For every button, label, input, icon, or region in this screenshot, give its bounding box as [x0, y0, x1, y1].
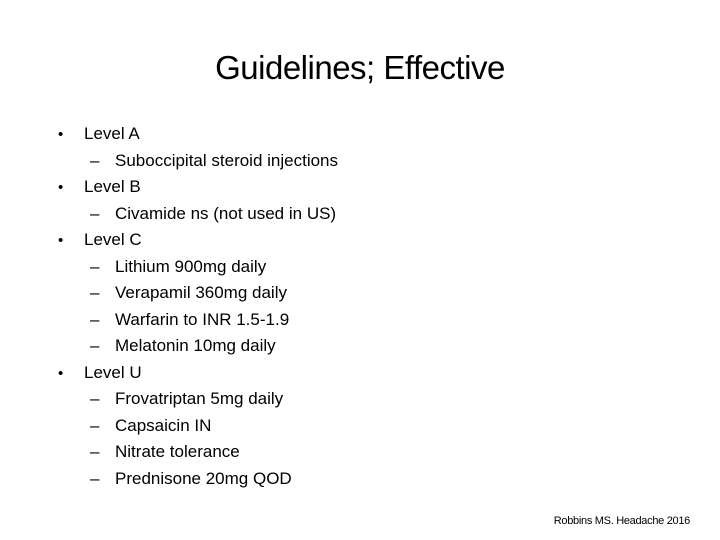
level-row	[58, 360, 338, 387]
slide-title: Guidelines; Effective	[215, 49, 505, 86]
level-label: Level A	[84, 124, 140, 143]
treatment-item	[90, 280, 338, 307]
level-item	[58, 360, 338, 493]
treatment-text: Nitrate tolerance	[115, 442, 240, 461]
treatment-text: Civamide ns (not used in US)	[115, 203, 337, 223]
treatment-text: Frovatriptan 5mg daily	[115, 389, 284, 408]
bullet-icon: •	[58, 126, 64, 143]
treatment-list	[58, 201, 338, 228]
treatment-text: Verapamil 360mg daily	[115, 283, 287, 302]
treatment-text: Lithium 900mg daily	[115, 256, 267, 276]
level-item	[58, 121, 338, 174]
dash-icon: –	[90, 468, 100, 488]
level-label: Level C	[84, 230, 142, 249]
level-label: Level B	[84, 177, 141, 196]
treatment-list	[58, 386, 338, 492]
dash-icon: –	[90, 389, 100, 408]
dash-icon: –	[90, 336, 100, 355]
treatment-text: Melatonin 10mg daily	[115, 336, 276, 355]
dash-icon: –	[90, 150, 100, 170]
level-label: Level U	[84, 362, 142, 382]
level-item	[58, 174, 338, 227]
levels-list	[58, 121, 338, 492]
treatment-item	[90, 201, 338, 228]
level-row	[58, 227, 338, 254]
treatment-item	[90, 254, 338, 281]
treatment-text: Prednisone 20mg QOD	[115, 468, 292, 488]
dash-icon: –	[90, 309, 100, 329]
level-item	[58, 227, 338, 360]
level-row	[58, 174, 338, 201]
dash-icon: –	[90, 283, 100, 302]
bullet-icon: •	[58, 364, 64, 382]
treatment-item	[90, 148, 338, 175]
treatment-text: Warfarin to INR 1.5-1.9	[115, 309, 290, 329]
dash-icon: –	[90, 256, 100, 276]
treatment-item	[90, 413, 338, 440]
treatment-text: Suboccipital steroid injections	[115, 150, 339, 170]
level-row	[58, 121, 338, 148]
treatment-item	[90, 386, 338, 413]
treatment-item	[90, 333, 338, 360]
citation: Robbins MS. Headache 2016	[553, 515, 690, 527]
treatment-item	[90, 439, 338, 466]
dash-icon: –	[90, 203, 100, 223]
bullet-icon: •	[58, 179, 64, 196]
dash-icon: –	[90, 415, 100, 435]
treatment-list	[58, 148, 338, 175]
dash-icon: –	[90, 442, 100, 461]
bullet-icon: •	[58, 232, 64, 249]
treatment-item	[90, 466, 338, 493]
treatment-list	[58, 254, 338, 360]
treatment-item	[90, 307, 338, 334]
treatment-text: Capsaicin IN	[115, 415, 212, 435]
